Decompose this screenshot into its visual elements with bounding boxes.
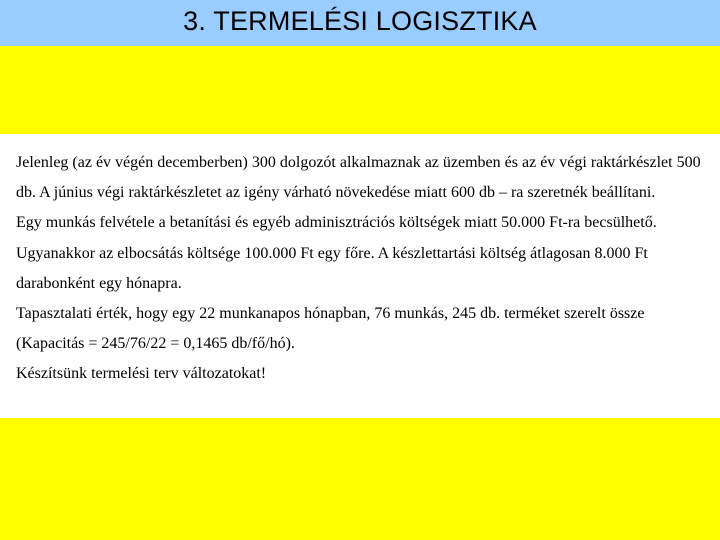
paragraph-capacity: Tapasztalati érték, hogy egy 22 munkanapos hónapban, 76 munkás, 245 db. terméket szerelt össze (Kapacitás = 245/76/22 = 0,1465 db/fő/hó). (16, 305, 645, 353)
yellow-band-top (0, 46, 720, 134)
yellow-band-bottom (0, 418, 720, 540)
paragraph-current-state: Jelenleg (az év végén decemberben) 300 dolgozót alkalmaznak az üzemben és az év végi raktárkészlet 500 db. A június végi raktárkészletet az igény várható növekedése miatt 600 db – ra szeretnék beállítani. (16, 154, 701, 202)
slide-title: 3. TERMELÉSI LOGISZTIKA (183, 5, 537, 36)
paragraph-costs: Egy munkás felvétele a betanítási és egyéb adminisztrációs költségek miatt 50.000 Ft-ra becsülhető. Ugyanakkor az elbocsátás költsége 100.000 Ft egy főre. A készlettartási költség átlagosan 8.000 Ft darabonként egy hónapra. (16, 214, 657, 292)
title-bar (0, 0, 720, 46)
text-body (16, 148, 708, 390)
paragraph-task: Készítsünk termelési terv változatokat! (16, 365, 267, 383)
text-panel (0, 134, 720, 418)
